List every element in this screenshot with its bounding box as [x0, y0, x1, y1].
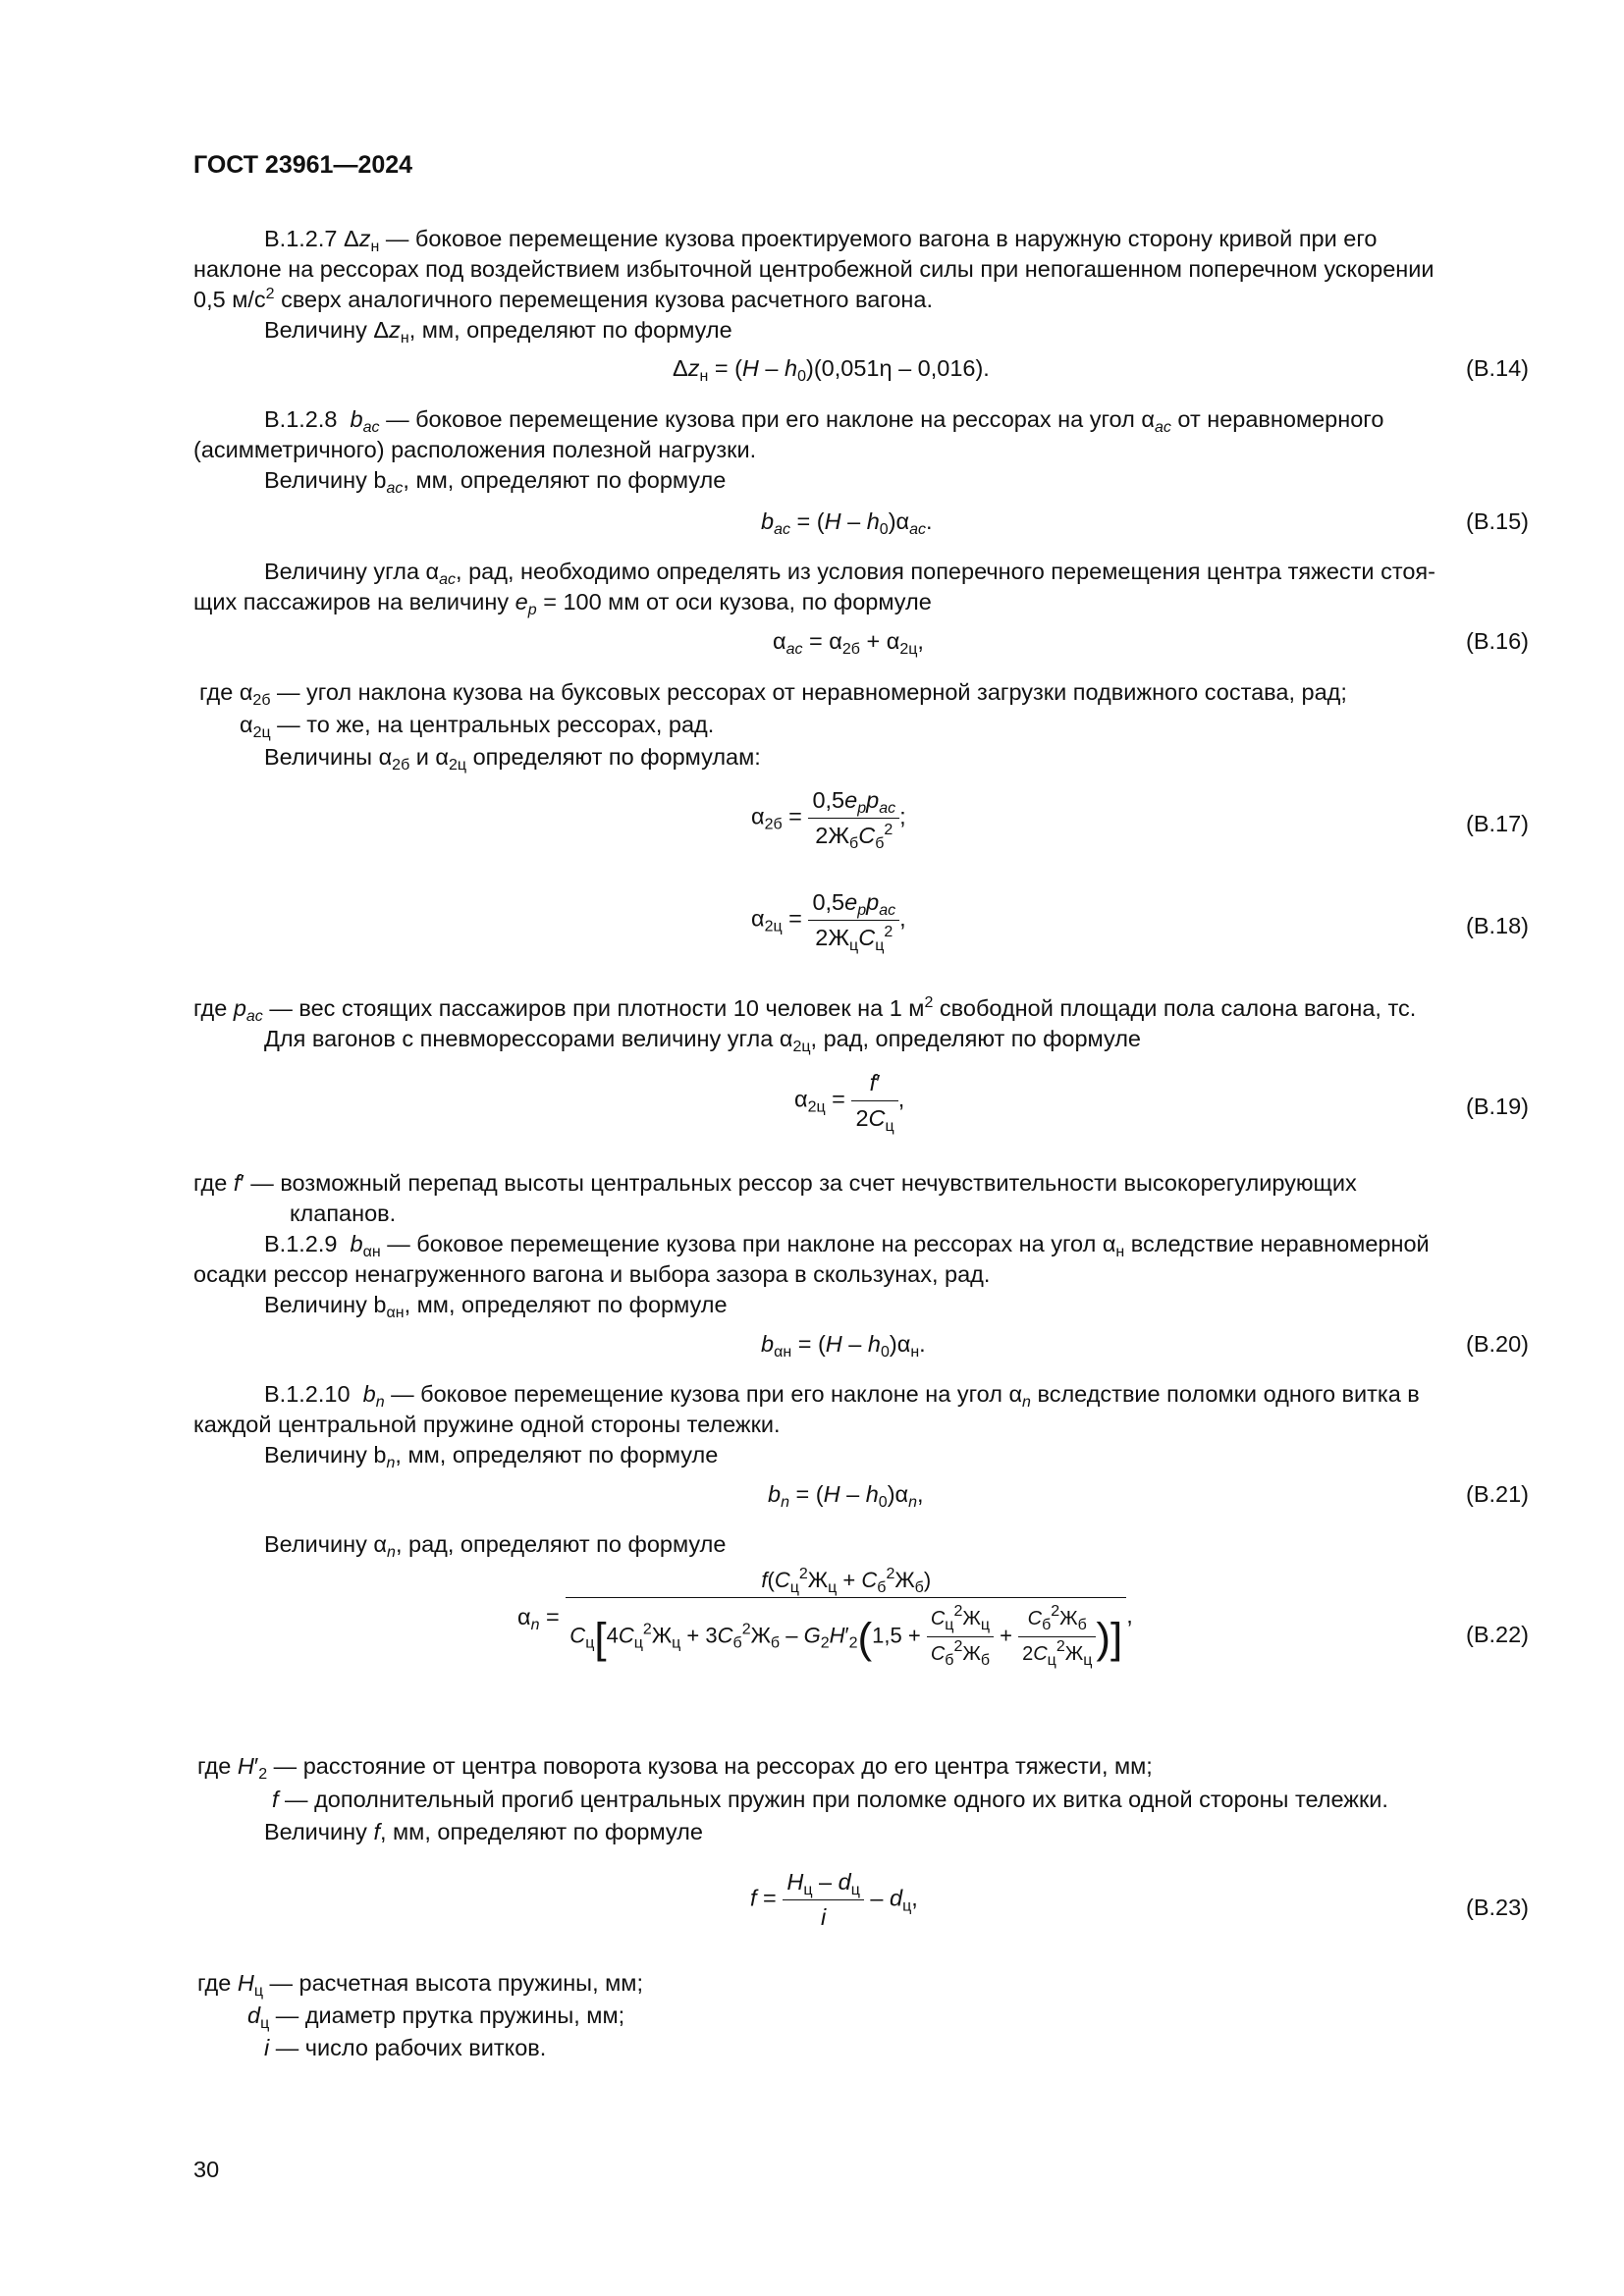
definition-f-prime: где f′ — возможный перепад высоты центральных рессор за счет нечувствительности высокорегулирующих — [193, 1170, 1357, 1196]
equation-b14: $\Delta z_н = (H - h_0)(0,051\eta - 0,016)$. (В.14) — [673, 355, 1529, 385]
paragraph-b128-line1: В.1.2.8 $b_{ac}$ — боковое перемещение кузова при его наклоне на рессорах на угол $\alpha_{ac}$ от неравномерного — [264, 406, 1384, 436]
equation-b22: $\alpha_n$ = $f(C_ц^2Ж_ц + C_б^2Ж_б)$ $C_ц[4C_ц^2Ж_ц + 3C_б^2Ж_б - G_2H'_2(1,5$ + $\frac{C_ц^2Ж_ц}{C_б^2Ж_б}$ + $\frac{C_б^2Ж_б}{2C_ц^2Ж_ц}$ )] , (В.22) — [517, 1566, 1529, 1669]
equation-number: (В.19) — [1466, 1094, 1529, 1119]
equation-number: (В.17) — [1466, 811, 1529, 836]
equation-b23: f = $\frac{H_ц - d_ц}{i}$ – $d_ц$, (В.23) — [193, 1893, 1529, 1923]
paragraph-b1210-line1: В.1.2.10 $b_n$ — боковое перемещение кузова при его наклоне на угол $\alpha_n$ вследствие поломки одного витка в — [264, 1381, 1420, 1411]
equation-b17: $\alpha_{2б}$ = $\frac{0,5e_pp_{ac}}{2Ж_бC_б^2}$ ; (В.17) — [751, 787, 1529, 852]
equation-number: (В.16) — [1466, 628, 1529, 654]
paragraph-b129-line2: осадки рессор ненагруженного вагона и выбора зазора в скользунах, рад. — [193, 1261, 991, 1287]
formula-intro-b20: Величину $b_{\alpha н}$, мм, определяют по формуле — [264, 1292, 728, 1321]
equation-number: (В.18) — [1466, 913, 1529, 938]
page-number: 30 — [193, 2157, 220, 2182]
formula-intro-b23: Величину f, мм, определяют по формуле — [264, 1819, 703, 1844]
definition-hc: где $H_ц$ — расчетная высота пружины, мм; — [197, 1970, 643, 2000]
paragraph-angle-line2: щих пассажиров на величину $e_p = 100$ мм от оси кузова, по формуле — [193, 589, 932, 618]
equation-number: (В.21) — [1466, 1481, 1529, 1507]
paragraph-b127-line2: наклоне на рессорах под воздействием избыточной центробежной силы при непогашенном поперечном ускорении — [193, 256, 1435, 282]
definition-dc: $d_ц$ — диаметр прутка пружины, мм; — [247, 2002, 625, 2032]
paragraph-b129-line1: В.1.2.9 $b_{\alpha н}$ — боковое перемещение кузова при наклоне на рессорах на угол $\alpha_н$ вследствие неравномерной — [264, 1231, 1430, 1260]
equation-b19: $\alpha_{2ц}$ = $\frac{f'}{2C_ц}$ , (В.19) — [794, 1070, 1529, 1135]
formula-intro-b14: Величину $\Delta z_н$, мм, определяют по формуле — [264, 317, 732, 347]
definition-h2: где $H'_2$ — расстояние от центра поворота кузова на рессорах до его центра тяжести, мм; — [197, 1753, 1153, 1783]
equation-number: (В.23) — [1466, 1895, 1529, 1920]
equation-b21: $b_n = (H - h_0)\alpha_n$, (В.21) — [768, 1481, 1529, 1511]
formula-intro-b15: Величину $b_{ac}$, мм, определяют по формуле — [264, 467, 727, 497]
paragraph-b127-line1: В.1.2.7 $\Delta z_н$ — боковое перемещение кузова проектируемого вагона в наружную сторону кривой при его — [264, 226, 1378, 255]
definition-alpha-2b: где $\alpha_{2б}$ — угол наклона кузова на буксовых рессорах от неравномерной загрузки подвижного состава, рад; — [199, 679, 1347, 709]
paragraph-b128-line2: (асимметричного) расположения полезной нагрузки. — [193, 437, 757, 462]
formula-intro-b21: Величину $b_n$, мм, определяют по формуле — [264, 1442, 719, 1471]
definition-f: f — дополнительный прогиб центральных пружин при поломке одного их витка одной стороны тележки. — [272, 1787, 1388, 1812]
paragraph-pneumo: Для вагонов с пневморессорами величину угла $\alpha_{2ц}$, рад, определяют по формуле — [264, 1026, 1141, 1055]
formula-intro-b22: Величину $\alpha_n$, рад, определяют по формуле — [264, 1531, 727, 1561]
equation-number: (В.14) — [1466, 355, 1529, 381]
equation-number: (В.20) — [1466, 1331, 1529, 1357]
equation-b15: $b_{ac} = (H - h_0)\alpha_{ac}$. (В.15) — [761, 508, 1529, 538]
equation-b18: $\alpha_{2ц}$ = $\frac{0,5e_pp_{ac}}{2Ж_цC_ц^2}$ , (В.18) — [751, 889, 1529, 954]
definition-f-prime-line2: клапанов. — [290, 1201, 397, 1226]
equation-b20: $b_{\alpha н} = (H - h_0)\alpha_н$. (В.20) — [761, 1331, 1529, 1361]
definition-alpha-2c: $\alpha_{2ц}$ — то же, на центральных рессорах, рад. — [240, 712, 715, 741]
paragraph-angle-line1: Величину угла $\alpha_{ac}$, рад, необходимо определять из условия поперечного перемещения центра тяжести стоя- — [264, 559, 1435, 588]
equation-number: (В.22) — [1466, 1622, 1529, 1647]
document-header: ГОСТ 23961—2024 — [193, 151, 413, 179]
definition-i: i — число рабочих витков. — [264, 2035, 547, 2060]
equation-b16: $\alpha_{ac} = \alpha_{2б} + \alpha_{2ц}$, (В.16) — [773, 628, 1529, 658]
equation-number: (В.15) — [1466, 508, 1529, 534]
values-intro: Величины $\alpha_{2б}$ и $\alpha_{2ц}$ определяют по формулам: — [264, 744, 761, 774]
paragraph-b1210-line2: каждой центральной пружине одной стороны тележки. — [193, 1412, 781, 1437]
definition-pac: где $p_{ac}$ — вес стоящих пассажиров при плотности 10 человек на 1 $м^2$ свободной площади пола салона вагона, тс. — [193, 994, 1417, 1025]
paragraph-b127-line3: 0,5 $м/с^2$ сверх аналогичного перемещения кузова расчетного вагона. — [193, 286, 933, 312]
